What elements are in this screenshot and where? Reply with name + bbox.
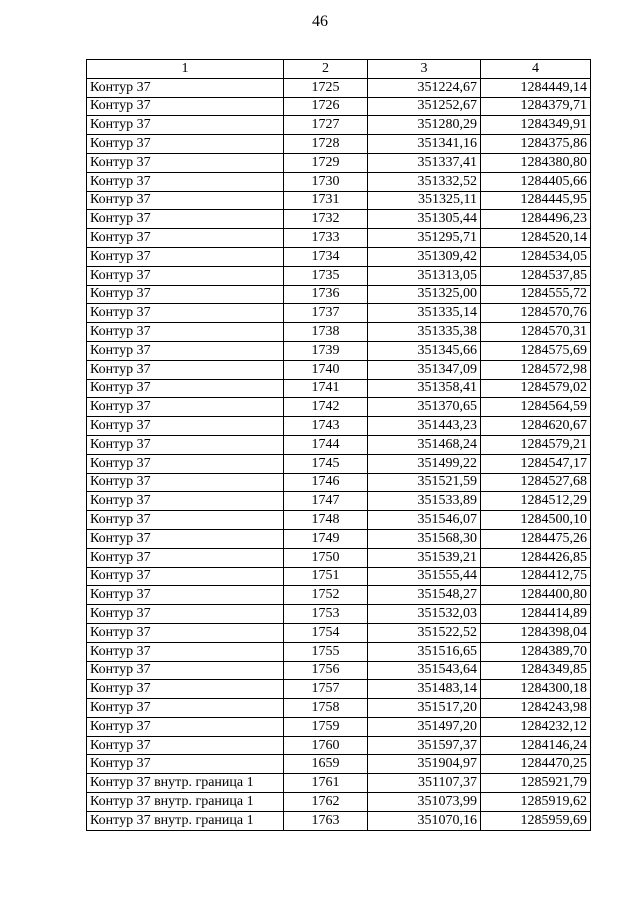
point-number-cell: 1734 bbox=[284, 247, 368, 266]
y-coordinate-cell: 1284449,14 bbox=[481, 78, 591, 97]
x-coordinate-cell: 351252,67 bbox=[368, 97, 481, 116]
point-number-cell: 1727 bbox=[284, 116, 368, 135]
contour-name-cell: Контур 37 bbox=[87, 304, 284, 323]
y-coordinate-cell: 1284496,23 bbox=[481, 210, 591, 229]
x-coordinate-cell: 351347,09 bbox=[368, 360, 481, 379]
table-row bbox=[87, 774, 591, 793]
contour-name-cell: Контур 37 bbox=[87, 435, 284, 454]
point-number-cell: 1736 bbox=[284, 285, 368, 304]
y-coordinate-cell: 1284547,17 bbox=[481, 454, 591, 473]
point-number-cell: 1750 bbox=[284, 548, 368, 567]
table-row bbox=[87, 229, 591, 248]
table-row bbox=[87, 398, 591, 417]
point-number-cell: 1756 bbox=[284, 661, 368, 680]
y-coordinate-cell: 1284572,98 bbox=[481, 360, 591, 379]
x-coordinate-cell: 351309,42 bbox=[368, 247, 481, 266]
y-coordinate-cell: 1284620,67 bbox=[481, 417, 591, 436]
point-number-cell: 1746 bbox=[284, 473, 368, 492]
point-number-cell: 1747 bbox=[284, 492, 368, 511]
contour-name-cell: Контур 37 bbox=[87, 623, 284, 642]
contour-name-cell: Контур 37 bbox=[87, 78, 284, 97]
table-row bbox=[87, 97, 591, 116]
point-number-cell: 1731 bbox=[284, 191, 368, 210]
y-coordinate-cell: 1284349,91 bbox=[481, 116, 591, 135]
x-coordinate-cell: 351443,23 bbox=[368, 417, 481, 436]
point-number-cell: 1757 bbox=[284, 680, 368, 699]
contour-name-cell: Контур 37 bbox=[87, 116, 284, 135]
table-row bbox=[87, 567, 591, 586]
y-coordinate-cell: 1284500,10 bbox=[481, 511, 591, 530]
point-number-cell: 1740 bbox=[284, 360, 368, 379]
x-coordinate-cell: 351345,66 bbox=[368, 341, 481, 360]
contour-name-cell: Контур 37 bbox=[87, 605, 284, 624]
contour-name-cell: Контур 37 bbox=[87, 492, 284, 511]
point-number-cell: 1744 bbox=[284, 435, 368, 454]
table-row bbox=[87, 247, 591, 266]
table-row bbox=[87, 511, 591, 530]
table-row bbox=[87, 623, 591, 642]
y-coordinate-cell: 1284537,85 bbox=[481, 266, 591, 285]
contour-name-cell: Контур 37 bbox=[87, 586, 284, 605]
y-coordinate-cell: 1284445,95 bbox=[481, 191, 591, 210]
table-row bbox=[87, 135, 591, 154]
y-coordinate-cell: 1284389,70 bbox=[481, 642, 591, 661]
x-coordinate-cell: 351073,99 bbox=[368, 793, 481, 812]
point-number-cell: 1753 bbox=[284, 605, 368, 624]
point-number-cell: 1748 bbox=[284, 511, 368, 530]
point-number-cell: 1743 bbox=[284, 417, 368, 436]
table-row bbox=[87, 116, 591, 135]
table-row bbox=[87, 435, 591, 454]
point-number-cell: 1758 bbox=[284, 699, 368, 718]
y-coordinate-cell: 1284527,68 bbox=[481, 473, 591, 492]
y-coordinate-cell: 1284400,80 bbox=[481, 586, 591, 605]
y-coordinate-cell: 1284570,31 bbox=[481, 323, 591, 342]
contour-name-cell: Контур 37 bbox=[87, 454, 284, 473]
x-coordinate-cell: 351332,52 bbox=[368, 172, 481, 191]
table-row bbox=[87, 172, 591, 191]
contour-name-cell: Контур 37 bbox=[87, 341, 284, 360]
contour-name-cell: Контур 37 bbox=[87, 661, 284, 680]
table-row bbox=[87, 529, 591, 548]
x-coordinate-cell: 351070,16 bbox=[368, 811, 481, 830]
table-row bbox=[87, 680, 591, 699]
point-number-cell: 1659 bbox=[284, 755, 368, 774]
x-coordinate-cell: 351335,38 bbox=[368, 323, 481, 342]
table-row bbox=[87, 266, 591, 285]
table-row bbox=[87, 642, 591, 661]
x-coordinate-cell: 351341,16 bbox=[368, 135, 481, 154]
point-number-cell: 1752 bbox=[284, 586, 368, 605]
table-row bbox=[87, 341, 591, 360]
x-coordinate-cell: 351313,05 bbox=[368, 266, 481, 285]
point-number-cell: 1763 bbox=[284, 811, 368, 830]
x-coordinate-cell: 351568,30 bbox=[368, 529, 481, 548]
point-number-cell: 1733 bbox=[284, 229, 368, 248]
coordinates-table bbox=[86, 59, 591, 831]
contour-name-cell: Контур 37 bbox=[87, 398, 284, 417]
table-row bbox=[87, 78, 591, 97]
table-body bbox=[87, 78, 591, 830]
y-coordinate-cell: 1284375,86 bbox=[481, 135, 591, 154]
contour-name-cell: Контур 37 bbox=[87, 360, 284, 379]
y-coordinate-cell: 1284380,80 bbox=[481, 153, 591, 172]
point-number-cell: 1732 bbox=[284, 210, 368, 229]
contour-name-cell: Контур 37 внутр. граница 1 bbox=[87, 774, 284, 793]
contour-name-cell: Контур 37 внутр. граница 1 bbox=[87, 793, 284, 812]
y-coordinate-cell: 1284412,75 bbox=[481, 567, 591, 586]
y-coordinate-cell: 1284146,24 bbox=[481, 736, 591, 755]
contour-name-cell: Контур 37 bbox=[87, 210, 284, 229]
x-coordinate-cell: 351305,44 bbox=[368, 210, 481, 229]
point-number-cell: 1738 bbox=[284, 323, 368, 342]
x-coordinate-cell: 351543,64 bbox=[368, 661, 481, 680]
table-row bbox=[87, 473, 591, 492]
y-coordinate-cell: 1284579,21 bbox=[481, 435, 591, 454]
contour-name-cell: Контур 37 bbox=[87, 229, 284, 248]
x-coordinate-cell: 351224,67 bbox=[368, 78, 481, 97]
contour-name-cell: Контур 37 bbox=[87, 323, 284, 342]
point-number-cell: 1737 bbox=[284, 304, 368, 323]
y-coordinate-cell: 1284398,04 bbox=[481, 623, 591, 642]
y-coordinate-cell: 1284475,26 bbox=[481, 529, 591, 548]
table-row bbox=[87, 586, 591, 605]
x-coordinate-cell: 351548,27 bbox=[368, 586, 481, 605]
x-coordinate-cell: 351468,24 bbox=[368, 435, 481, 454]
contour-name-cell: Контур 37 bbox=[87, 642, 284, 661]
y-coordinate-cell: 1284426,85 bbox=[481, 548, 591, 567]
point-number-cell: 1745 bbox=[284, 454, 368, 473]
y-coordinate-cell: 1284379,71 bbox=[481, 97, 591, 116]
x-coordinate-cell: 351497,20 bbox=[368, 717, 481, 736]
table-row bbox=[87, 153, 591, 172]
x-coordinate-cell: 351337,41 bbox=[368, 153, 481, 172]
point-number-cell: 1754 bbox=[284, 623, 368, 642]
contour-name-cell: Контур 37 bbox=[87, 153, 284, 172]
point-number-cell: 1726 bbox=[284, 97, 368, 116]
y-coordinate-cell: 1284300,18 bbox=[481, 680, 591, 699]
y-coordinate-cell: 1284349,85 bbox=[481, 661, 591, 680]
table-row bbox=[87, 736, 591, 755]
x-coordinate-cell: 351555,44 bbox=[368, 567, 481, 586]
point-number-cell: 1759 bbox=[284, 717, 368, 736]
x-coordinate-cell: 351280,29 bbox=[368, 116, 481, 135]
column-header-3: 3 bbox=[368, 60, 481, 79]
table-row bbox=[87, 360, 591, 379]
contour-name-cell: Контур 37 bbox=[87, 473, 284, 492]
table-row bbox=[87, 323, 591, 342]
table-row bbox=[87, 793, 591, 812]
x-coordinate-cell: 351358,41 bbox=[368, 379, 481, 398]
table-row bbox=[87, 548, 591, 567]
x-coordinate-cell: 351533,89 bbox=[368, 492, 481, 511]
y-coordinate-cell: 1284575,69 bbox=[481, 341, 591, 360]
table-row bbox=[87, 605, 591, 624]
table-row bbox=[87, 379, 591, 398]
point-number-cell: 1761 bbox=[284, 774, 368, 793]
contour-name-cell: Контур 37 bbox=[87, 717, 284, 736]
y-coordinate-cell: 1285959,69 bbox=[481, 811, 591, 830]
point-number-cell: 1755 bbox=[284, 642, 368, 661]
x-coordinate-cell: 351499,22 bbox=[368, 454, 481, 473]
y-coordinate-cell: 1285921,79 bbox=[481, 774, 591, 793]
point-number-cell: 1728 bbox=[284, 135, 368, 154]
x-coordinate-cell: 351517,20 bbox=[368, 699, 481, 718]
contour-name-cell: Контур 37 bbox=[87, 567, 284, 586]
point-number-cell: 1730 bbox=[284, 172, 368, 191]
table-row bbox=[87, 661, 591, 680]
point-number-cell: 1729 bbox=[284, 153, 368, 172]
contour-name-cell: Контур 37 bbox=[87, 680, 284, 699]
y-coordinate-cell: 1284414,89 bbox=[481, 605, 591, 624]
contour-name-cell: Контур 37 bbox=[87, 699, 284, 718]
x-coordinate-cell: 351335,14 bbox=[368, 304, 481, 323]
column-header-2: 2 bbox=[284, 60, 368, 79]
y-coordinate-cell: 1284555,72 bbox=[481, 285, 591, 304]
contour-name-cell: Контур 37 bbox=[87, 379, 284, 398]
y-coordinate-cell: 1284470,25 bbox=[481, 755, 591, 774]
y-coordinate-cell: 1284232,12 bbox=[481, 717, 591, 736]
point-number-cell: 1762 bbox=[284, 793, 368, 812]
x-coordinate-cell: 351370,65 bbox=[368, 398, 481, 417]
x-coordinate-cell: 351325,11 bbox=[368, 191, 481, 210]
x-coordinate-cell: 351325,00 bbox=[368, 285, 481, 304]
contour-name-cell: Контур 37 bbox=[87, 247, 284, 266]
y-coordinate-cell: 1285919,62 bbox=[481, 793, 591, 812]
point-number-cell: 1741 bbox=[284, 379, 368, 398]
contour-name-cell: Контур 37 bbox=[87, 511, 284, 530]
contour-name-cell: Контур 37 bbox=[87, 285, 284, 304]
table-row bbox=[87, 285, 591, 304]
table-row bbox=[87, 210, 591, 229]
contour-name-cell: Контур 37 bbox=[87, 417, 284, 436]
contour-name-cell: Контур 37 bbox=[87, 529, 284, 548]
x-coordinate-cell: 351539,21 bbox=[368, 548, 481, 567]
point-number-cell: 1739 bbox=[284, 341, 368, 360]
point-number-cell: 1760 bbox=[284, 736, 368, 755]
x-coordinate-cell: 351295,71 bbox=[368, 229, 481, 248]
contour-name-cell: Контур 37 bbox=[87, 755, 284, 774]
table-row bbox=[87, 699, 591, 718]
point-number-cell: 1742 bbox=[284, 398, 368, 417]
table-row bbox=[87, 454, 591, 473]
table-row bbox=[87, 492, 591, 511]
y-coordinate-cell: 1284520,14 bbox=[481, 229, 591, 248]
column-header-4: 4 bbox=[481, 60, 591, 79]
x-coordinate-cell: 351522,52 bbox=[368, 623, 481, 642]
x-coordinate-cell: 351532,03 bbox=[368, 605, 481, 624]
table-row bbox=[87, 191, 591, 210]
contour-name-cell: Контур 37 bbox=[87, 135, 284, 154]
x-coordinate-cell: 351107,37 bbox=[368, 774, 481, 793]
x-coordinate-cell: 351904,97 bbox=[368, 755, 481, 774]
y-coordinate-cell: 1284405,66 bbox=[481, 172, 591, 191]
table-row bbox=[87, 811, 591, 830]
point-number-cell: 1749 bbox=[284, 529, 368, 548]
point-number-cell: 1725 bbox=[284, 78, 368, 97]
table-header-row bbox=[87, 60, 591, 79]
point-number-cell: 1735 bbox=[284, 266, 368, 285]
contour-name-cell: Контур 37 bbox=[87, 548, 284, 567]
table-row bbox=[87, 755, 591, 774]
point-number-cell: 1751 bbox=[284, 567, 368, 586]
table-row bbox=[87, 304, 591, 323]
contour-name-cell: Контур 37 bbox=[87, 172, 284, 191]
x-coordinate-cell: 351597,37 bbox=[368, 736, 481, 755]
table-row bbox=[87, 417, 591, 436]
contour-name-cell: Контур 37 bbox=[87, 736, 284, 755]
y-coordinate-cell: 1284570,76 bbox=[481, 304, 591, 323]
contour-name-cell: Контур 37 bbox=[87, 191, 284, 210]
table-row bbox=[87, 717, 591, 736]
x-coordinate-cell: 351516,65 bbox=[368, 642, 481, 661]
column-header-1: 1 bbox=[87, 60, 284, 79]
y-coordinate-cell: 1284564,59 bbox=[481, 398, 591, 417]
y-coordinate-cell: 1284579,02 bbox=[481, 379, 591, 398]
x-coordinate-cell: 351521,59 bbox=[368, 473, 481, 492]
y-coordinate-cell: 1284243,98 bbox=[481, 699, 591, 718]
page-number: 46 bbox=[312, 13, 328, 30]
y-coordinate-cell: 1284512,29 bbox=[481, 492, 591, 511]
y-coordinate-cell: 1284534,05 bbox=[481, 247, 591, 266]
x-coordinate-cell: 351483,14 bbox=[368, 680, 481, 699]
contour-name-cell: Контур 37 bbox=[87, 97, 284, 116]
contour-name-cell: Контур 37 внутр. граница 1 bbox=[87, 811, 284, 830]
x-coordinate-cell: 351546,07 bbox=[368, 511, 481, 530]
contour-name-cell: Контур 37 bbox=[87, 266, 284, 285]
